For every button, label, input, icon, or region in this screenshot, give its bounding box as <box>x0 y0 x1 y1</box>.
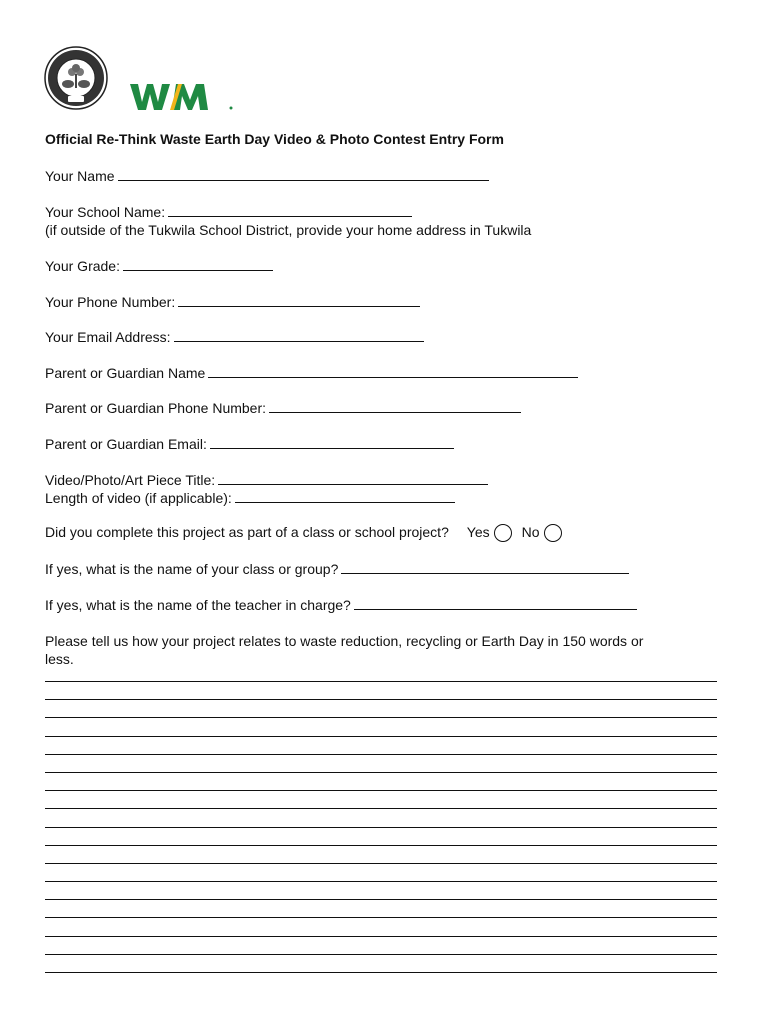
video-length-row <box>45 489 455 507</box>
city-seal-icon <box>44 46 108 110</box>
guardian-name-label: Parent or Guardian Name <box>45 365 206 381</box>
email-row <box>45 328 424 346</box>
school-row <box>45 203 412 221</box>
essay-line[interactable] <box>45 772 717 773</box>
phone-row <box>45 293 420 311</box>
yes-radio[interactable] <box>494 524 512 542</box>
essay-response-area[interactable] <box>45 681 717 990</box>
class-name-row <box>45 560 629 578</box>
essay-line[interactable] <box>45 863 717 864</box>
essay-line[interactable] <box>45 899 717 900</box>
phone-label: Your Phone Number: <box>45 294 176 310</box>
teacher-row <box>45 596 637 614</box>
guardian-email-field[interactable] <box>210 435 454 449</box>
essay-line[interactable] <box>45 936 717 937</box>
name-field[interactable] <box>118 167 489 181</box>
wm-logo-icon <box>130 82 238 112</box>
no-label: No <box>521 524 540 540</box>
class-name-field[interactable] <box>341 560 629 574</box>
essay-prompt-line1: Please tell us how your project relates to waste reduction, recycling or Earth Day in 150 words or <box>45 633 644 649</box>
yes-label: Yes <box>466 524 490 540</box>
essay-line[interactable] <box>45 717 717 718</box>
essay-line[interactable] <box>45 917 717 918</box>
guardian-phone-row <box>45 399 521 417</box>
header-logos <box>44 46 304 116</box>
class-project-row <box>45 523 572 542</box>
guardian-phone-field[interactable] <box>269 399 521 413</box>
school-note: (if outside of the Tukwila School District, provide your home address in Tukwila <box>45 222 532 238</box>
piece-title-row <box>45 471 488 489</box>
form-title: Official Re-Think Waste Earth Day Video & Photo Contest Entry Form <box>45 131 504 147</box>
school-label: Your School Name: <box>45 204 166 220</box>
piece-title-field[interactable] <box>218 471 488 485</box>
essay-line[interactable] <box>45 790 717 791</box>
yes-option[interactable] <box>467 523 522 542</box>
guardian-email-label: Parent or Guardian Email: <box>45 436 207 452</box>
school-field[interactable] <box>168 203 412 217</box>
grade-field[interactable] <box>123 257 273 271</box>
email-label: Your Email Address: <box>45 329 171 345</box>
essay-line[interactable] <box>45 827 717 828</box>
essay-line[interactable] <box>45 736 717 737</box>
piece-title-label: Video/Photo/Art Piece Title: <box>45 472 216 488</box>
no-radio[interactable] <box>544 524 562 542</box>
video-length-label: Length of video (if applicable): <box>45 490 232 506</box>
class-name-question: If yes, what is the name of your class or group? <box>45 561 339 577</box>
essay-line[interactable] <box>45 881 717 882</box>
class-project-question: Did you complete this project as part of a class or school project? <box>45 524 449 540</box>
essay-prompt-line2: less. <box>45 651 74 667</box>
guardian-email-row <box>45 435 454 453</box>
grade-label: Your Grade: <box>45 258 120 274</box>
essay-line[interactable] <box>45 972 717 973</box>
guardian-name-field[interactable] <box>208 364 578 378</box>
essay-line[interactable] <box>45 699 717 700</box>
phone-field[interactable] <box>178 293 420 307</box>
essay-line[interactable] <box>45 808 717 809</box>
essay-line[interactable] <box>45 754 717 755</box>
essay-line[interactable] <box>45 681 717 682</box>
essay-line[interactable] <box>45 845 717 846</box>
essay-line[interactable] <box>45 954 717 955</box>
video-length-field[interactable] <box>235 489 455 503</box>
teacher-field[interactable] <box>354 596 637 610</box>
teacher-question: If yes, what is the name of the teacher in charge? <box>45 597 351 613</box>
email-field[interactable] <box>174 328 424 342</box>
grade-row <box>45 257 273 275</box>
name-row <box>45 167 489 185</box>
name-label: Your Name <box>45 168 115 184</box>
guardian-name-row <box>45 364 578 382</box>
guardian-phone-label: Parent or Guardian Phone Number: <box>45 400 267 416</box>
no-option[interactable] <box>522 523 572 542</box>
